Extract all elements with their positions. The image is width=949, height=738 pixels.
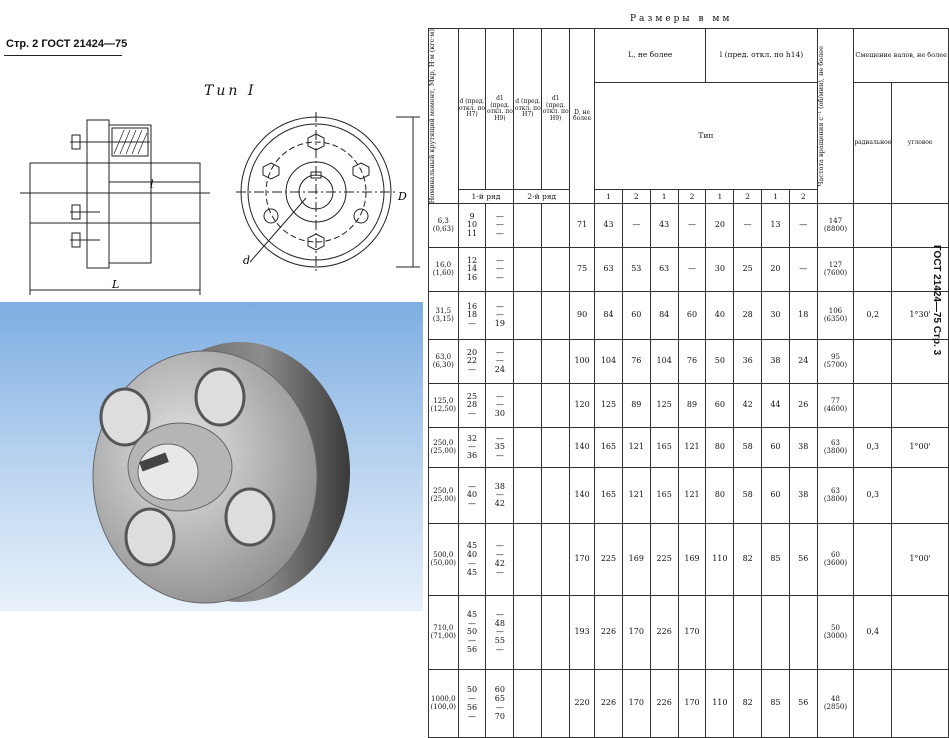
exec-l-2: 2 [734,190,762,204]
cell-l-4 [789,596,817,670]
cell-torque: 16,0 (1,60) [429,248,459,292]
exec-L-3: 1 [650,190,678,204]
table-row [429,204,949,248]
header-shift: Смещение валов, не более [854,29,949,83]
cell-D: 140 [570,468,595,524]
table-row [429,384,949,428]
cell-l-2: 58 [734,428,762,468]
cell-d-row2 [514,248,542,292]
cell-L-1: 63 [595,248,623,292]
coupling-side-view [0,0,423,300]
cell-d-row1: 50 — 56 — [458,670,486,738]
cell-d-row2 [514,384,542,428]
cell-l-1: 30 [706,248,734,292]
header-radial: радиальное [854,83,892,204]
cell-d-row1: 25 28 — [458,384,486,428]
cell-freq: 63 (3800) [817,428,854,468]
cell-l-2: 36 [734,340,762,384]
cell-torque: 63,0 (6,30) [429,340,459,384]
table-row [429,596,949,670]
cell-L-3: 165 [650,468,678,524]
cell-d1-row1: — — 19 [486,292,514,340]
dim-D-label: D [398,190,407,203]
cell-freq: 60 (3600) [817,524,854,596]
cell-L-2: — [622,204,650,248]
cell-D: 100 [570,340,595,384]
cell-radial [854,670,892,738]
coupling-3d-image [0,302,423,611]
cell-radial: 0,3 [854,468,892,524]
cell-D: 170 [570,524,595,596]
dim-L-label: L [112,278,120,291]
cell-D: 75 [570,248,595,292]
cell-angular [892,670,949,738]
cell-torque: 500,0 (50,00) [429,524,459,596]
cell-d-row2 [514,204,542,248]
cell-l-3: 30 [762,292,790,340]
cell-l-1: 110 [706,670,734,738]
cell-L-2: 169 [622,524,650,596]
cell-l-1 [706,596,734,670]
cell-l-1: 40 [706,292,734,340]
cell-freq: 95 (5700) [817,340,854,384]
cell-d-row1: 16 18 — [458,292,486,340]
cell-d1-row2 [542,468,570,524]
cell-freq: 127 (7600) [817,248,854,292]
table-row [429,248,949,292]
cell-l-2: 25 [734,248,762,292]
cell-d1-row2 [542,670,570,738]
cell-L-4: 170 [678,670,706,738]
cell-radial: 0,3 [854,428,892,468]
cell-torque: 6,3 (0,63) [429,204,459,248]
cell-l-1: 80 [706,468,734,524]
cell-L-3: 165 [650,428,678,468]
cell-radial [854,248,892,292]
side-header: ГОСТ 21424—75 Стр. 3 [931,245,942,356]
cell-d1-row1: 38 — 42 [486,468,514,524]
cell-l-3: 38 [762,340,790,384]
exec-l-4: 2 [789,190,817,204]
header-freq: Частота вращения с⁻¹ (об/мин), не более [817,29,854,204]
cell-l-1: 110 [706,524,734,596]
cell-l-2: 82 [734,524,762,596]
cell-l-3: 60 [762,468,790,524]
cell-l-3: 85 [762,670,790,738]
cell-l-2: 42 [734,384,762,428]
cell-angular [892,468,949,524]
cell-d-row2 [514,468,542,524]
cell-l-3: 13 [762,204,790,248]
table-row [429,468,949,524]
cell-freq: 147 (8800) [817,204,854,248]
cell-angular: 1°00' [892,428,949,468]
table-title: Размеры в мм [630,14,733,24]
table-row [429,292,949,340]
header-row2: 2-й ряд [514,190,570,204]
cell-d-row2 [514,670,542,738]
cell-d1-row1: — — 42 — [486,524,514,596]
cell-torque: 250,0 (25,00) [429,428,459,468]
cell-d-row1: 32 — 36 [458,428,486,468]
cell-l-3 [762,596,790,670]
cell-l-4: 24 [789,340,817,384]
table-body [429,204,949,738]
header-angular: угловое [892,83,949,204]
cell-d1-row1: — — 30 [486,384,514,428]
cell-freq: 48 (2850) [817,670,854,738]
cell-L-4: 121 [678,428,706,468]
cell-torque: 125,0 (12,50) [429,384,459,428]
cell-l-1: 60 [706,384,734,428]
cell-L-3: 226 [650,670,678,738]
cell-L-1: 84 [595,292,623,340]
header-type-row: Тип [595,83,818,190]
cell-d-row2 [514,428,542,468]
type-label: Тип I [204,83,257,99]
cell-l-4: 56 [789,524,817,596]
cell-angular [892,596,949,670]
cell-L-1: 225 [595,524,623,596]
exec-l-1: 1 [706,190,734,204]
exec-L-2: 2 [622,190,650,204]
cell-L-1: 165 [595,468,623,524]
cell-radial: 0,4 [854,596,892,670]
table-row [429,524,949,596]
table-row [429,670,949,738]
cell-d1-row2 [542,248,570,292]
cell-d-row2 [514,524,542,596]
cell-d-row2 [514,292,542,340]
cell-L-4: 169 [678,524,706,596]
header-row1: 1-й ряд [458,190,514,204]
dim-d-label: d [243,254,251,267]
cell-L-3: 63 [650,248,678,292]
cell-d1-row1: — 35 — [486,428,514,468]
cell-angular [892,204,949,248]
cell-freq: 106 (6350) [817,292,854,340]
cell-L-3: 84 [650,292,678,340]
cell-radial: 0,2 [854,292,892,340]
cell-l-3: 44 [762,384,790,428]
cell-l-4: 56 [789,670,817,738]
cell-d1-row2 [542,524,570,596]
cell-L-1: 104 [595,340,623,384]
coupling-3d-render [0,302,423,611]
table-row [429,340,949,384]
cell-L-2: 121 [622,428,650,468]
cell-l-1: 80 [706,428,734,468]
cell-L-4: — [678,248,706,292]
cell-d-row1: 12 14 16 [458,248,486,292]
cell-L-1: 165 [595,428,623,468]
table-row [429,428,949,468]
cell-D: 140 [570,428,595,468]
cell-d-row1: 20 22 — [458,340,486,384]
cell-l-2: 28 [734,292,762,340]
cell-D: 90 [570,292,595,340]
cell-d1-row2 [542,340,570,384]
cell-L-1: 226 [595,670,623,738]
cell-d1-row1: — 48 — 55 — [486,596,514,670]
cell-l-4: — [789,204,817,248]
header-D: D, не более [570,29,595,204]
cell-torque: 31,5 (3,15) [429,292,459,340]
cell-d1-row1: — — — [486,204,514,248]
dimensions-table [428,28,949,738]
cell-radial [854,384,892,428]
cell-l-2 [734,596,762,670]
cell-angular: 1°00' [892,524,949,596]
cell-L-4: 60 [678,292,706,340]
header-l: l (пред. откл. по h14) [706,29,817,83]
cell-D: 193 [570,596,595,670]
cell-L-4: 89 [678,384,706,428]
header-L: L, не более [595,29,706,83]
header-torque: Номинальный крутящий момент, Мкр, Н·м (кгс·м) [429,29,459,204]
cell-d1-row1: — — — [486,248,514,292]
cell-d-row2 [514,340,542,384]
cell-torque: 1000,0 (100,0) [429,670,459,738]
cell-radial [854,204,892,248]
cell-d1-row1: 60 65 — 70 [486,670,514,738]
cell-torque: 250,0 (25,00) [429,468,459,524]
cell-l-1: 50 [706,340,734,384]
cell-torque: 710,0 (71,00) [429,596,459,670]
cell-L-3: 225 [650,524,678,596]
exec-L-4: 2 [678,190,706,204]
cell-L-3: 43 [650,204,678,248]
cell-L-4: 170 [678,596,706,670]
cell-D: 220 [570,670,595,738]
cell-angular [892,384,949,428]
cell-l-2: — [734,204,762,248]
cell-L-4: 121 [678,468,706,524]
cell-radial [854,340,892,384]
cell-L-2: 60 [622,292,650,340]
cell-d-row1: 45 — 50 — 56 [458,596,486,670]
cell-L-4: 76 [678,340,706,384]
cell-L-1: 125 [595,384,623,428]
cell-l-4: 18 [789,292,817,340]
cell-l-3: 85 [762,524,790,596]
exec-l-3: 1 [762,190,790,204]
cell-L-3: 125 [650,384,678,428]
cell-D: 71 [570,204,595,248]
header-d1-row1: d1 (пред. откл. по Н9) [486,29,514,190]
cell-l-3: 20 [762,248,790,292]
cell-D: 120 [570,384,595,428]
exec-L-1: 1 [595,190,623,204]
header-d1-row2: d1 (пред. откл. по Н9) [542,29,570,190]
cell-d1-row1: — — 24 [486,340,514,384]
cell-d-row1: 9 10 11 [458,204,486,248]
cell-freq: 63 (3800) [817,468,854,524]
cell-l-4: 38 [789,428,817,468]
cell-l-2: 58 [734,468,762,524]
cell-L-2: 170 [622,596,650,670]
dim-l-label: l [150,178,154,191]
cell-l-3: 60 [762,428,790,468]
cell-L-2: 121 [622,468,650,524]
cell-L-2: 89 [622,384,650,428]
cell-d1-row2 [542,428,570,468]
cell-l-2: 82 [734,670,762,738]
technical-drawing-panel [0,0,423,300]
cell-l-4: 26 [789,384,817,428]
cell-freq: 50 (3000) [817,596,854,670]
cell-L-4: — [678,204,706,248]
cell-d1-row2 [542,384,570,428]
cell-angular: 1°30' [892,292,949,340]
page-header: Стр. 2 ГОСТ 21424—75 [6,38,128,50]
cell-l-4: — [789,248,817,292]
cell-L-2: 170 [622,670,650,738]
cell-radial [854,524,892,596]
cell-d1-row2 [542,292,570,340]
header-d-row2: d (пред. откл. по Н7) [514,29,542,190]
header-d-row1: d (пред. откл. по Н7) [458,29,486,190]
cell-d-row1: 45 40 — 45 [458,524,486,596]
cell-L-3: 226 [650,596,678,670]
cell-d-row2 [514,596,542,670]
cell-L-1: 43 [595,204,623,248]
cell-L-2: 76 [622,340,650,384]
cell-L-3: 104 [650,340,678,384]
cell-L-1: 226 [595,596,623,670]
cell-l-4: 38 [789,468,817,524]
cell-d1-row2 [542,204,570,248]
cell-freq: 77 (4600) [817,384,854,428]
cell-l-1: 20 [706,204,734,248]
cell-d-row1: — 40 — [458,468,486,524]
cell-d1-row2 [542,596,570,670]
cell-L-2: 53 [622,248,650,292]
